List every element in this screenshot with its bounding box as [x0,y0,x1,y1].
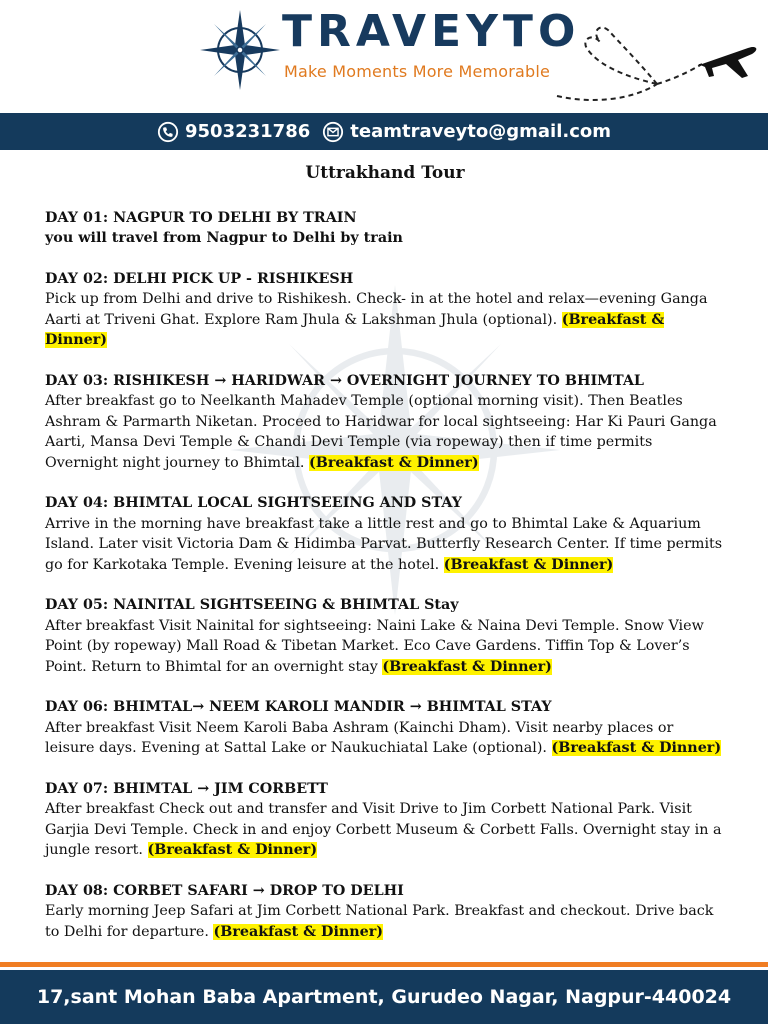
day-text: Early morning Jeep Safari at Jim Corbett National Park. Breakfast and checkout. Drive back to Delhi for departure. [45,903,714,940]
meal-badge: (Breakfast & Dinner) [551,740,722,756]
meal-badge: (Breakfast & Dinner) [45,311,665,348]
day-text: After breakfast Visit Nainital for sightseeing: Naini Lake & Naina Devi Temple. Snow View Point (by ropeway) Mall Road & Tibetan Market. Eco Cave Gardens. Tiffin Top & Lover’s Point. Return to Bhimtal for an overnight stay [45,617,704,675]
meal-badge: (Breakfast & Dinner) [213,923,384,940]
mail-icon [322,121,344,143]
footer-address: 17,sant Mohan Baba Apartment, Gurudeo Nagar, Nagpur-440024 [36,986,732,1008]
day-heading: DAY 05: NAINITAL SIGHTSEEING & BHIMTAL Stay [45,597,459,613]
day-text: After breakfast go to Neelkanth Mahadev Temple (optional morning visit). Then Beatles Ashram & Parmarth Niketan. Proceed to Haridwar for local sightseeing: Har Ki Pauri Ganga Aarti, Mansa Devi Temple & Chandi Devi Temple (via ropeway) then if time permits Overnight night journey to Bhimtal. [45,393,717,471]
contact-phone[interactable]: 9503231786 [185,121,311,142]
airplane-icon [552,20,762,106]
day-text: Arrive in the morning have breakfast take a little rest and go to Bhimtal Lake & Aquarium Island. Later visit Victoria Dam & Hidimba Parvat. Butterfly Research Center. If time permits go for Karkotaka Temple. Evening leisure at the hotel. [45,515,723,573]
day-08 [45,881,725,943]
day-heading: DAY 02: DELHI PICK UP - RISHIKESH [45,270,354,287]
day-04 [45,493,725,575]
day-text: After breakfast Check out and transfer and Visit Drive to Jim Corbett National Park. Visit Garjia Devi Temple. Check in and enjoy Corbett Museum & Corbett Falls. Overnight stay in a jungle resort. [45,801,722,858]
day-text: Pick up from Delhi and drive to Rishikesh. Check- in at the hotel and relax—evening Ganga Aarti at Triveni Ghat. Explore Ram Jhula & Lakshman Jhula (optional). [45,291,708,328]
contact-bar [0,113,768,150]
day-heading: DAY 06: BHIMTAL→ NEEM KAROLI MANDIR → BHIMTAL STAY [45,699,552,715]
brand-tagline: Make Moments More Memorable [284,62,551,81]
day-07 [45,779,725,861]
day-05 [45,595,725,677]
itinerary-content [45,163,725,962]
day-text: After breakfast Visit Neem Karoli Baba Ashram (Kainchi Dham). Visit nearby places or leisure days. Evening at Sattal Lake or Naukuchiatal Lake (optional). [45,719,674,756]
brand-name: TRAVEYTO [282,6,581,57]
meal-badge: (Breakfast & Dinner) [382,658,552,675]
day-heading: DAY 08: CORBET SAFARI → DROP TO DELHI [45,882,404,899]
day-heading: DAY 01: NAGPUR TO DELHI BY TRAIN [45,209,357,226]
day-description [45,718,725,759]
page-title: Uttrakhand Tour [305,163,465,183]
day-description [45,289,725,351]
page-footer [0,970,768,1024]
day-subheading: you will travel from Nagpur to Delhi by train [45,230,403,246]
meal-badge: (Breakfast & Dinner) [147,842,318,858]
day-06 [45,697,725,759]
meal-badge: (Breakfast & Dinner) [443,556,614,573]
day-heading: DAY 07: BHIMTAL → JIM CORBETT [45,780,328,797]
day-description [45,901,725,942]
day-02 [45,269,725,351]
day-heading: DAY 04: BHIMTAL LOCAL SIGHTSEEING AND STAY [45,495,462,511]
day-description [45,391,725,473]
day-description [45,514,725,576]
day-description [45,616,725,678]
compass-icon [198,8,282,92]
day-description [45,799,725,861]
contact-email[interactable]: teamtraveyto@gmail.com [350,121,611,142]
meal-badge: (Breakfast & Dinner) [309,454,479,471]
day-heading: DAY 03: RISHIKESH → HARIDWAR → OVERNIGHT JOURNEY TO BHIMTAL [45,372,644,389]
phone-icon [157,121,179,143]
page-header [0,0,768,112]
day-01 [45,208,725,249]
heart-icon [585,27,657,84]
footer-divider [0,962,768,967]
day-03 [45,371,725,474]
